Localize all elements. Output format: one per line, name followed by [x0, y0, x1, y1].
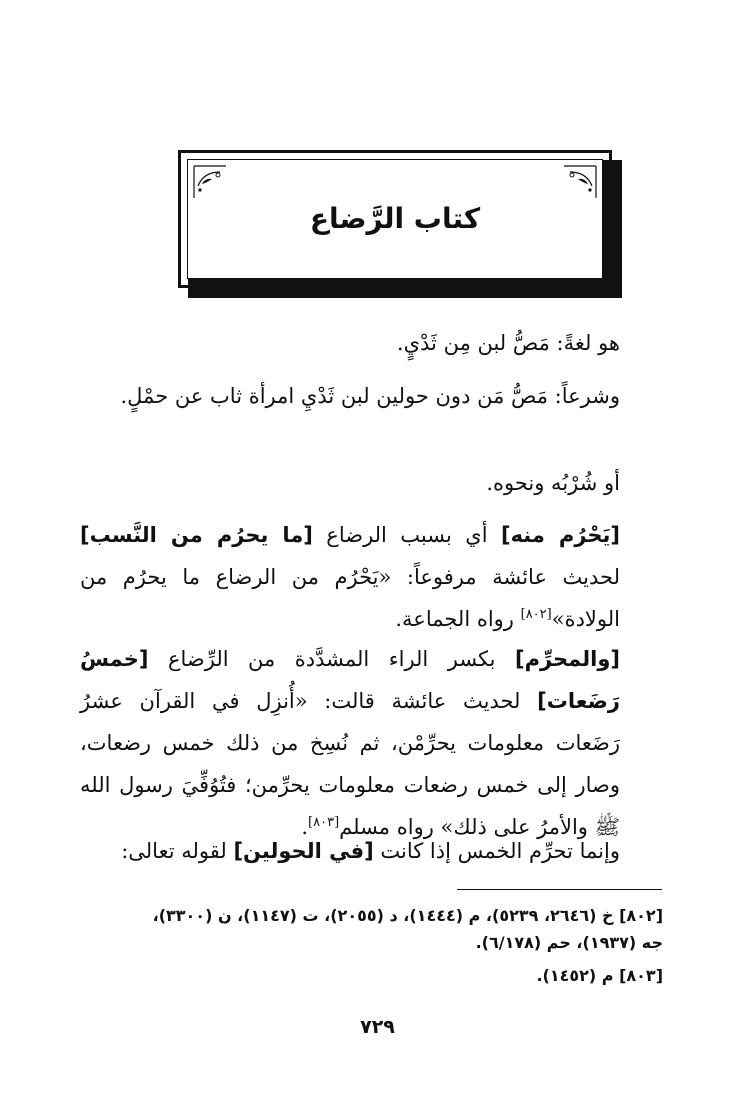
- chapter-title: كتاب الرَّضاع: [309, 202, 481, 235]
- page-number: ٧٢٩: [360, 1016, 395, 1038]
- footnote-line: جه (١٩٣٧)، حم (٦/١٧٨).: [475, 933, 663, 952]
- corner-ornament-icon: [192, 164, 228, 200]
- paragraph-definition-legal: [80, 375, 620, 417]
- footnote-ref[interactable]: [٨٠٣]: [308, 815, 340, 830]
- text-span: لحديث عائشة مرفوعاً: «يَحْرُم من الرضاع ما يحرُم من الولادة»: [80, 565, 620, 631]
- footnote-line: [٨٠٢] خ (٢٦٤٦، ٥٢٣٩)، م (١٤٤٤)، د (٢٠٥٥)، ت (١١٤٧)، ن (٣٣٠٠)،: [152, 906, 663, 925]
- text-span: لحديث عائشة قالت: «أُنزِل في القرآن عشرُ رَضَعات معلومات يحرِّمْن، ثم نُسِخ من ذلك خمس رضعات، وصار إلى خمس رضعات معلومات يحرِّمن؛ فتُوُفِّيَ رسول الله ﷺ والأمرُ على ذلك» رواه مسلم: [80, 689, 620, 839]
- text-span: أي بسبب الرضاع: [312, 523, 501, 547]
- text-span: بكسر الراء المشدَّدة من الرِّضاع: [148, 647, 515, 671]
- footnote-802: [83, 902, 663, 956]
- paragraph-five-sucklings: [80, 638, 620, 848]
- paragraph-two-years: [80, 830, 620, 872]
- footnote-803: [83, 962, 663, 989]
- footnote-divider: [457, 889, 662, 890]
- bold-term: [يَحْرُم منه]: [500, 523, 621, 547]
- text-span: رواه الجماعة.: [395, 607, 521, 631]
- bold-term: [والمحرِّم]: [515, 647, 620, 671]
- text-span: لقوله تعالى:: [121, 839, 234, 863]
- text-line: هو لغةً: مَصُّ لبن مِن ثَدْيٍ.: [396, 331, 620, 355]
- text-line: أو شُرْبُه ونحوه.: [486, 471, 620, 495]
- bold-term: [في الحولين]: [233, 839, 374, 863]
- text-span: وإنما تحرِّم الخمس إذا كانت: [373, 839, 620, 863]
- text-line: وشرعاً: مَصُّ مَن دون حولين لبن ثَدْيِ امرأة ثاب عن حمْلٍ.: [120, 384, 620, 408]
- text-span: .: [301, 815, 309, 839]
- corner-ornament-icon: [562, 164, 598, 200]
- footnote-line: [٨٠٣] م (١٤٥٢).: [536, 966, 663, 985]
- chapter-frame-inner: [187, 159, 603, 279]
- chapter-frame: [178, 150, 612, 288]
- paragraph-definition-lang: [80, 322, 620, 364]
- paragraph-or-drinking: [80, 462, 620, 504]
- bold-term: [ما يحرُم من النَّسب]: [80, 523, 313, 547]
- bold-term: [خمسُ رَضَعات]: [80, 647, 620, 713]
- footnote-ref[interactable]: [٨٠٢]: [520, 607, 552, 622]
- paragraph-what-is-forbidden: [80, 514, 620, 640]
